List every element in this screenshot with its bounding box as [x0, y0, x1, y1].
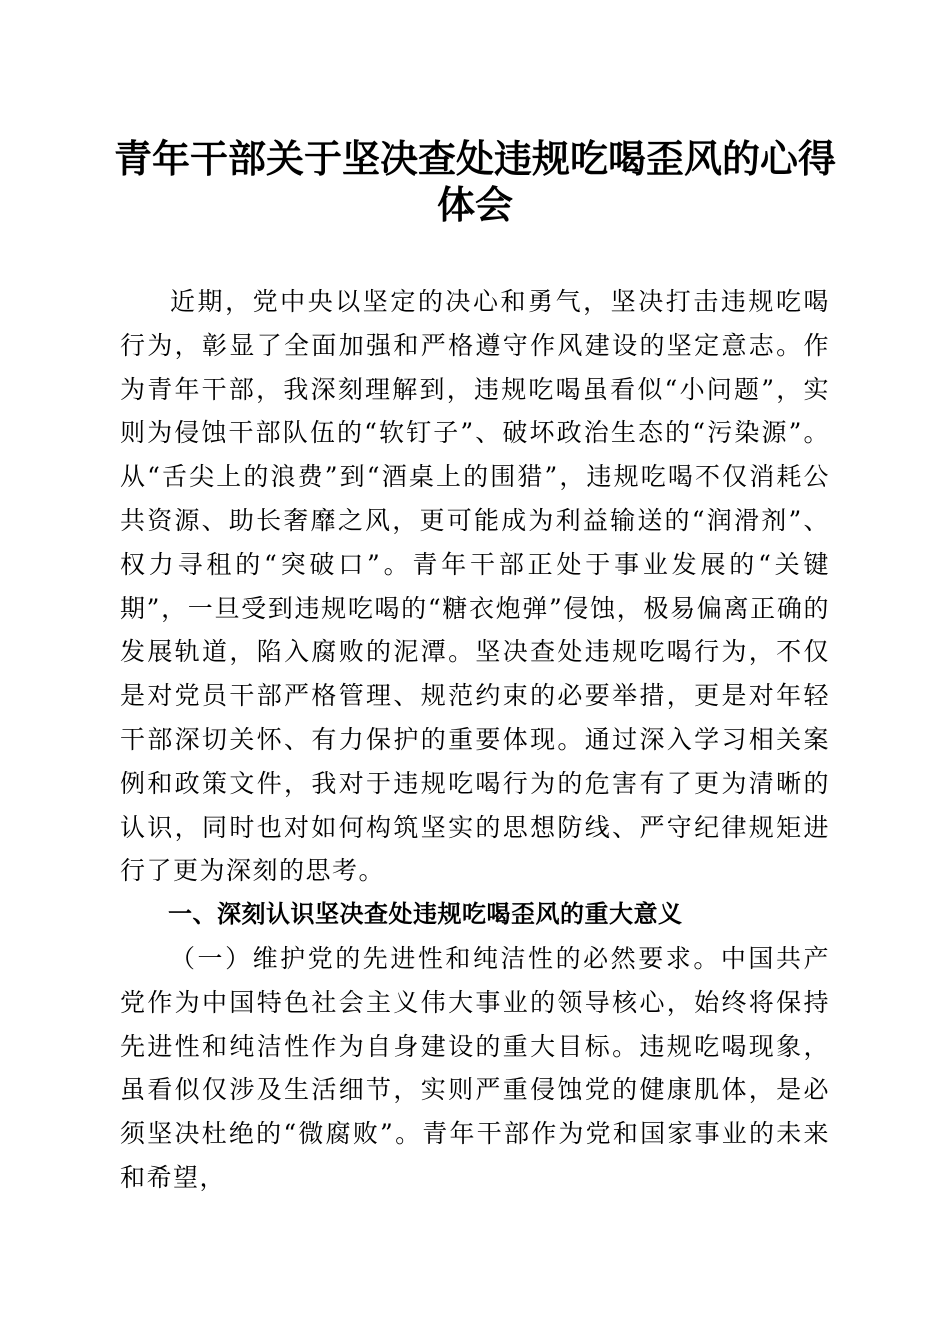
document-body: [120, 280, 830, 1200]
document-title: 青年干部关于坚决查处违规吃喝歪风的心得体会: [113, 136, 836, 227]
intro-paragraph: 近期，党中央以坚定的决心和勇气，坚决打击违规吃喝行为，彰显了全面加强和严格遵守作风建设的坚定意志。作为青年干部，我深刻理解到，违规吃喝虽看似“小问题”，实则为侵蚀干部队伍的“软钉子”、破坏政治生态的“污染源”。从“舌尖上的浪费”到“酒桌上的围猎”，违规吃喝不仅消耗公共资源、助长奢靡之风，更可能成为利益输送的“润滑剂”、权力寻租的“突破口”。青年干部正处于事业发展的“关键期”，一旦受到违规吃喝的“糖衣炮弹”侵蚀，极易偏离正确的发展轨道，陷入腐败的泥潭。坚决查处违规吃喝行为，不仅是对党员干部严格管理、规范约束的必要举措，更是对年轻干部深切关怀、有力保护的重要体现。通过深入学习相关案例和政策文件，我对于违规吃喝行为的危害有了更为清晰的认识，同时也对如何构筑坚实的思想防线、严守纪律规矩进行了更为深刻的思考。: [120, 287, 830, 886]
subsection-1-paragraph: （一）维护党的先进性和纯洁性的必然要求。中国共产党作为中国特色社会主义伟大事业的领导核心，始终将保持先进性和纯洁性作为自身建设的重大目标。违规吃喝现象，虽看似仅涉及生活细节，实则严重侵蚀党的健康肌体，是必须坚决杜绝的“微腐败”。青年干部作为党和国家事业的未来和希望，: [120, 943, 830, 1192]
section-1-heading: 一、深刻认识坚决查处违规吃喝歪风的重大意义: [168, 900, 683, 929]
